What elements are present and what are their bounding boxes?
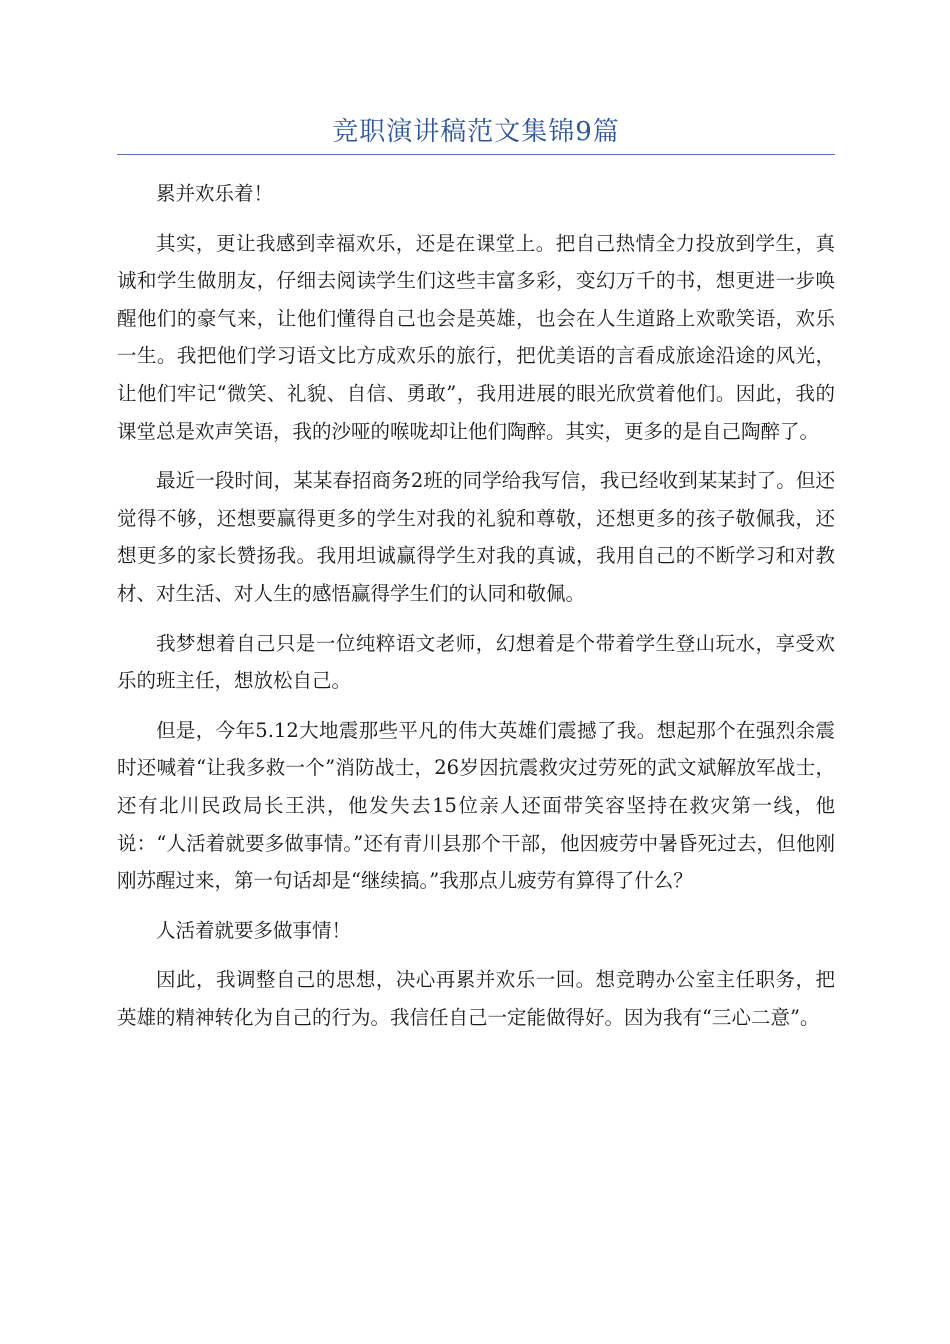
paragraph-1: 累并欢乐着！ <box>156 182 274 205</box>
paragraph-2: 其实，更让我感到幸福欢乐，还是在课堂上。把自己热情全力投放到学生，真诚和学生做朋友，仔细去阅读学生们这些丰富多彩，变幻万千的书，想更进一步唤醒他们的豪气来，让他们懂得自己也会是英雄，也会在人生道路上欢歌笑语，欢乐一生。我把他们学习语文比方成欢乐的旅行，把优美语的言看成旅途沿途的风光，让他们牢记“微笑、礼貌、自信、勇敢”，我用进展的眼光欣赏着他们。因此，我的课堂总是欢声笑语，我的沙哑的喉咙却让他们陶醉。其实，更多的是自己陶醉了。 <box>117 231 835 443</box>
paragraph-4: 我梦想着自己只是一位纯粹语文老师，幻想着是个带着学生登山玩水，享受欢乐的班主任，想放松自己。 <box>117 631 835 693</box>
paragraph-5: 但是，今年5.12大地震那些平凡的伟大英雄们震撼了我。想起那个在强烈余震时还喊着“让我多救一个”消防战士，26岁因抗震救灾过劳死的武文斌解放军战士，还有北川民政局长王洪，他发失去15位亲人还面带笑容坚持在救灾第一线，他说：“人活着就要多做事情。”还有青川县那个干部，他因疲劳中暑昏死过去，但他刚刚苏醒过来，第一句话却是“继续搞。”我那点儿疲劳有算得了什么？ <box>117 718 835 893</box>
paragraph-3: 最近一段时间，某某春招商务2班的同学给我写信，我已经收到某某封了。但还觉得不够，还想要赢得更多的学生对我的礼貌和尊敬，还想更多的孩子敬佩我，还想更多的家长赞扬我。我用坦诚赢得学生对我的真诚，我用自己的不断学习和对教材、对生活、对人生的感悟赢得学生们的认同和敬佩。 <box>117 469 835 605</box>
document-body <box>117 175 835 1048</box>
paragraph-7: 因此，我调整自己的思想，决心再累并欢乐一回。想竞聘办公室主任职务，把英雄的精神转化为自己的行为。我信任自己一定能做得好。因为我有“三心二意”。 <box>117 968 835 1029</box>
title-underline <box>117 154 835 155</box>
paragraph-6: 人活着就要多做事情！ <box>156 918 352 942</box>
document-title: 竞职演讲稿范文集锦9篇 <box>332 117 620 147</box>
